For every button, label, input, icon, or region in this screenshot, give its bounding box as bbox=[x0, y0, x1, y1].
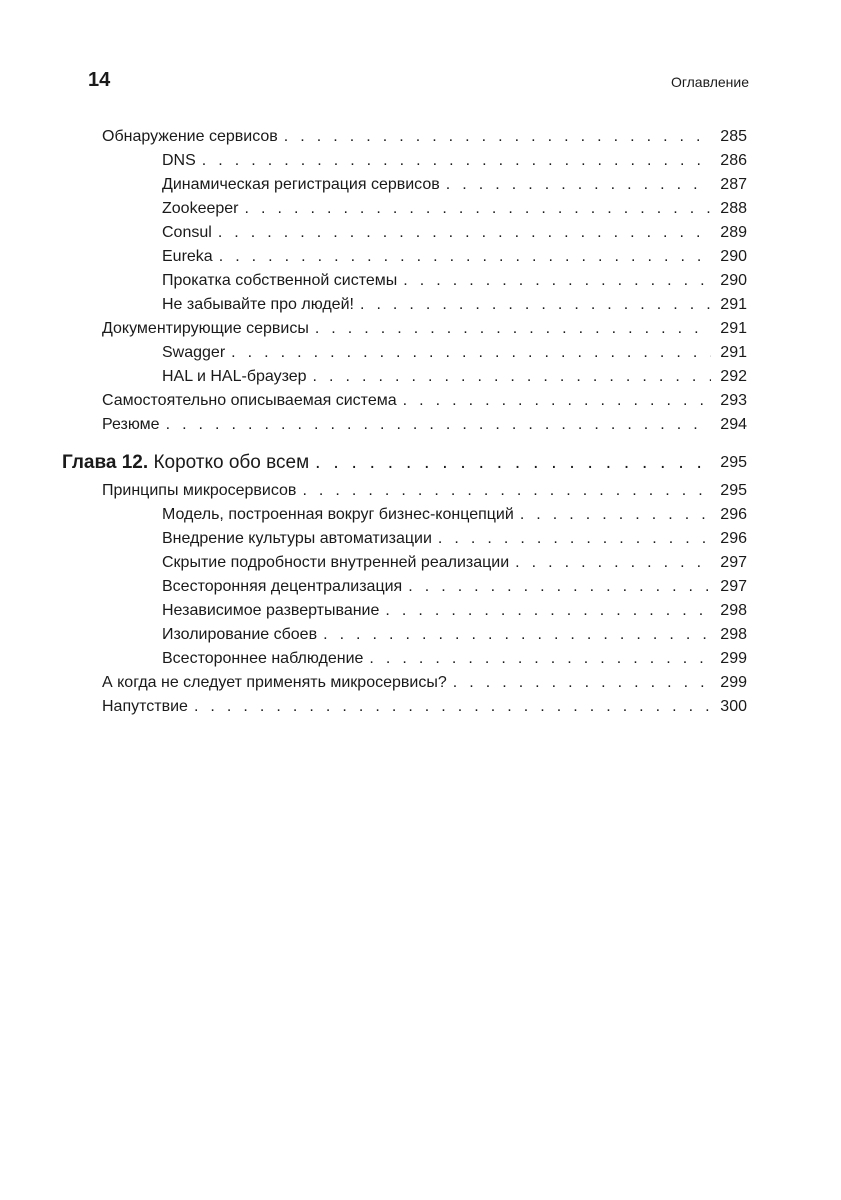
dot-leader bbox=[245, 199, 712, 219]
toc-entry-title: Прокатка собственной системы bbox=[162, 272, 398, 289]
toc-entry-page: 296 bbox=[720, 530, 747, 547]
toc-entry-page: 295 bbox=[720, 482, 747, 499]
toc-entry-title: Всесторонняя децентрализация bbox=[162, 578, 403, 595]
dot-leader bbox=[313, 367, 711, 387]
toc-entry-page: 286 bbox=[720, 152, 747, 169]
toc-entry-title: Принципы микросервисов bbox=[102, 482, 297, 499]
dot-leader bbox=[218, 223, 711, 243]
dot-leader bbox=[166, 415, 711, 435]
toc-entry[interactable] bbox=[162, 549, 747, 573]
toc-entry-title: А когда не следует применять микросервисы? bbox=[102, 674, 447, 691]
toc-entry-page: 293 bbox=[720, 392, 747, 409]
toc-entry-page: 291 bbox=[720, 344, 747, 361]
toc-entry[interactable] bbox=[162, 597, 747, 621]
dot-leader bbox=[219, 247, 711, 267]
toc-entry-title: Eureka bbox=[162, 248, 213, 265]
toc-entry-title: Документирующие сервисы bbox=[102, 320, 309, 337]
toc-entry-page: 291 bbox=[720, 296, 747, 313]
toc-entry[interactable] bbox=[162, 243, 747, 267]
dot-leader bbox=[453, 673, 711, 693]
dot-leader bbox=[403, 391, 711, 411]
toc-chapter-title bbox=[62, 451, 309, 475]
toc-chapter-entry[interactable] bbox=[62, 449, 747, 475]
toc-entry[interactable] bbox=[102, 123, 747, 147]
toc-entry-title: Резюме bbox=[102, 416, 160, 433]
toc-entry-page: 298 bbox=[720, 602, 747, 619]
chapter-name: Коротко обо всем bbox=[153, 452, 310, 473]
toc-entry-title: Zookeeper bbox=[162, 200, 239, 217]
toc-entry[interactable] bbox=[162, 525, 747, 549]
toc-entry-page: 294 bbox=[720, 416, 747, 433]
dot-leader bbox=[194, 697, 711, 717]
toc-entry-page: 285 bbox=[720, 128, 747, 145]
toc-entry-title: Обнаружение сервисов bbox=[102, 128, 278, 145]
toc-entry-page: 300 bbox=[720, 698, 747, 715]
dot-leader bbox=[446, 175, 711, 195]
dot-leader bbox=[302, 481, 711, 501]
dot-leader bbox=[403, 271, 711, 291]
toc-entry-page: 290 bbox=[720, 248, 747, 265]
toc-entry-title: Внедрение культуры автоматизации bbox=[162, 530, 432, 547]
toc-entry-title: Swagger bbox=[162, 344, 226, 361]
toc-entry-page: 298 bbox=[720, 626, 747, 643]
toc-entry[interactable] bbox=[102, 693, 747, 717]
toc-entry[interactable] bbox=[162, 645, 747, 669]
toc-entry-page: 291 bbox=[720, 320, 747, 337]
toc-entry[interactable] bbox=[162, 195, 747, 219]
toc-entry-title: Самостоятельно описываемая система bbox=[102, 392, 397, 409]
dot-leader bbox=[515, 553, 711, 573]
toc-entry-page: 296 bbox=[720, 506, 747, 523]
toc-entry[interactable] bbox=[162, 363, 747, 387]
toc-entry[interactable] bbox=[102, 411, 747, 435]
dot-leader bbox=[315, 319, 711, 339]
dot-leader bbox=[385, 601, 711, 621]
toc-entry-page: 297 bbox=[720, 554, 747, 571]
toc-entry-title: Всестороннее наблюдение bbox=[162, 650, 364, 667]
toc-entry-page: 299 bbox=[720, 674, 747, 691]
chapter-label: Глава 12. bbox=[62, 452, 149, 473]
toc-entry-page: 287 bbox=[720, 176, 747, 193]
dot-leader bbox=[369, 649, 711, 669]
toc-entry-title: Изолирование сбоев bbox=[162, 626, 318, 643]
toc-entry-title: Независимое развертывание bbox=[162, 602, 380, 619]
toc-entry[interactable] bbox=[102, 387, 747, 411]
toc-entry[interactable] bbox=[102, 669, 747, 693]
toc-entry-title: Динамическая регистрация сервисов bbox=[162, 176, 440, 193]
toc-entry[interactable] bbox=[162, 171, 747, 195]
dot-leader bbox=[323, 625, 711, 645]
toc-entry-page: 289 bbox=[720, 224, 747, 241]
toc-entry-page: 295 bbox=[720, 454, 747, 471]
toc-entry[interactable] bbox=[162, 501, 747, 525]
running-head: Оглавление bbox=[670, 74, 749, 90]
dot-leader bbox=[202, 151, 711, 171]
page-number: 14 bbox=[88, 69, 111, 91]
toc-entry[interactable] bbox=[102, 477, 747, 501]
toc-entry-title: Скрытие подробности внутренней реализации bbox=[162, 554, 510, 571]
toc-entry-title: Consul bbox=[162, 224, 212, 241]
toc-entry-title: DNS bbox=[162, 152, 196, 169]
dot-leader bbox=[438, 529, 711, 549]
toc-entry[interactable] bbox=[162, 291, 747, 315]
toc-entry-title: HAL и HAL-браузер bbox=[162, 368, 307, 385]
dot-leader bbox=[360, 295, 711, 315]
toc-entry[interactable] bbox=[162, 147, 747, 171]
dot-leader bbox=[315, 451, 711, 475]
toc-entry-page: 292 bbox=[720, 368, 747, 385]
dot-leader bbox=[284, 127, 711, 147]
toc-entry[interactable] bbox=[102, 315, 747, 339]
toc-entry-title: Модель, построенная вокруг бизнес-концепций bbox=[162, 506, 514, 523]
toc-entry-page: 288 bbox=[720, 200, 747, 217]
toc-entry[interactable] bbox=[162, 219, 747, 243]
toc-entry-title: Напутствие bbox=[102, 698, 188, 715]
toc-entry-page: 299 bbox=[720, 650, 747, 667]
toc-entry-page: 290 bbox=[720, 272, 747, 289]
toc-entry[interactable] bbox=[162, 573, 747, 597]
toc-entry-page: 297 bbox=[720, 578, 747, 595]
toc-entry[interactable] bbox=[162, 621, 747, 645]
dot-leader bbox=[408, 577, 711, 597]
toc-entry[interactable] bbox=[162, 267, 747, 291]
toc-entry[interactable] bbox=[162, 339, 747, 363]
toc-entry-title: Не забывайте про людей! bbox=[162, 296, 354, 313]
dot-leader bbox=[520, 505, 711, 525]
dot-leader bbox=[231, 343, 711, 363]
